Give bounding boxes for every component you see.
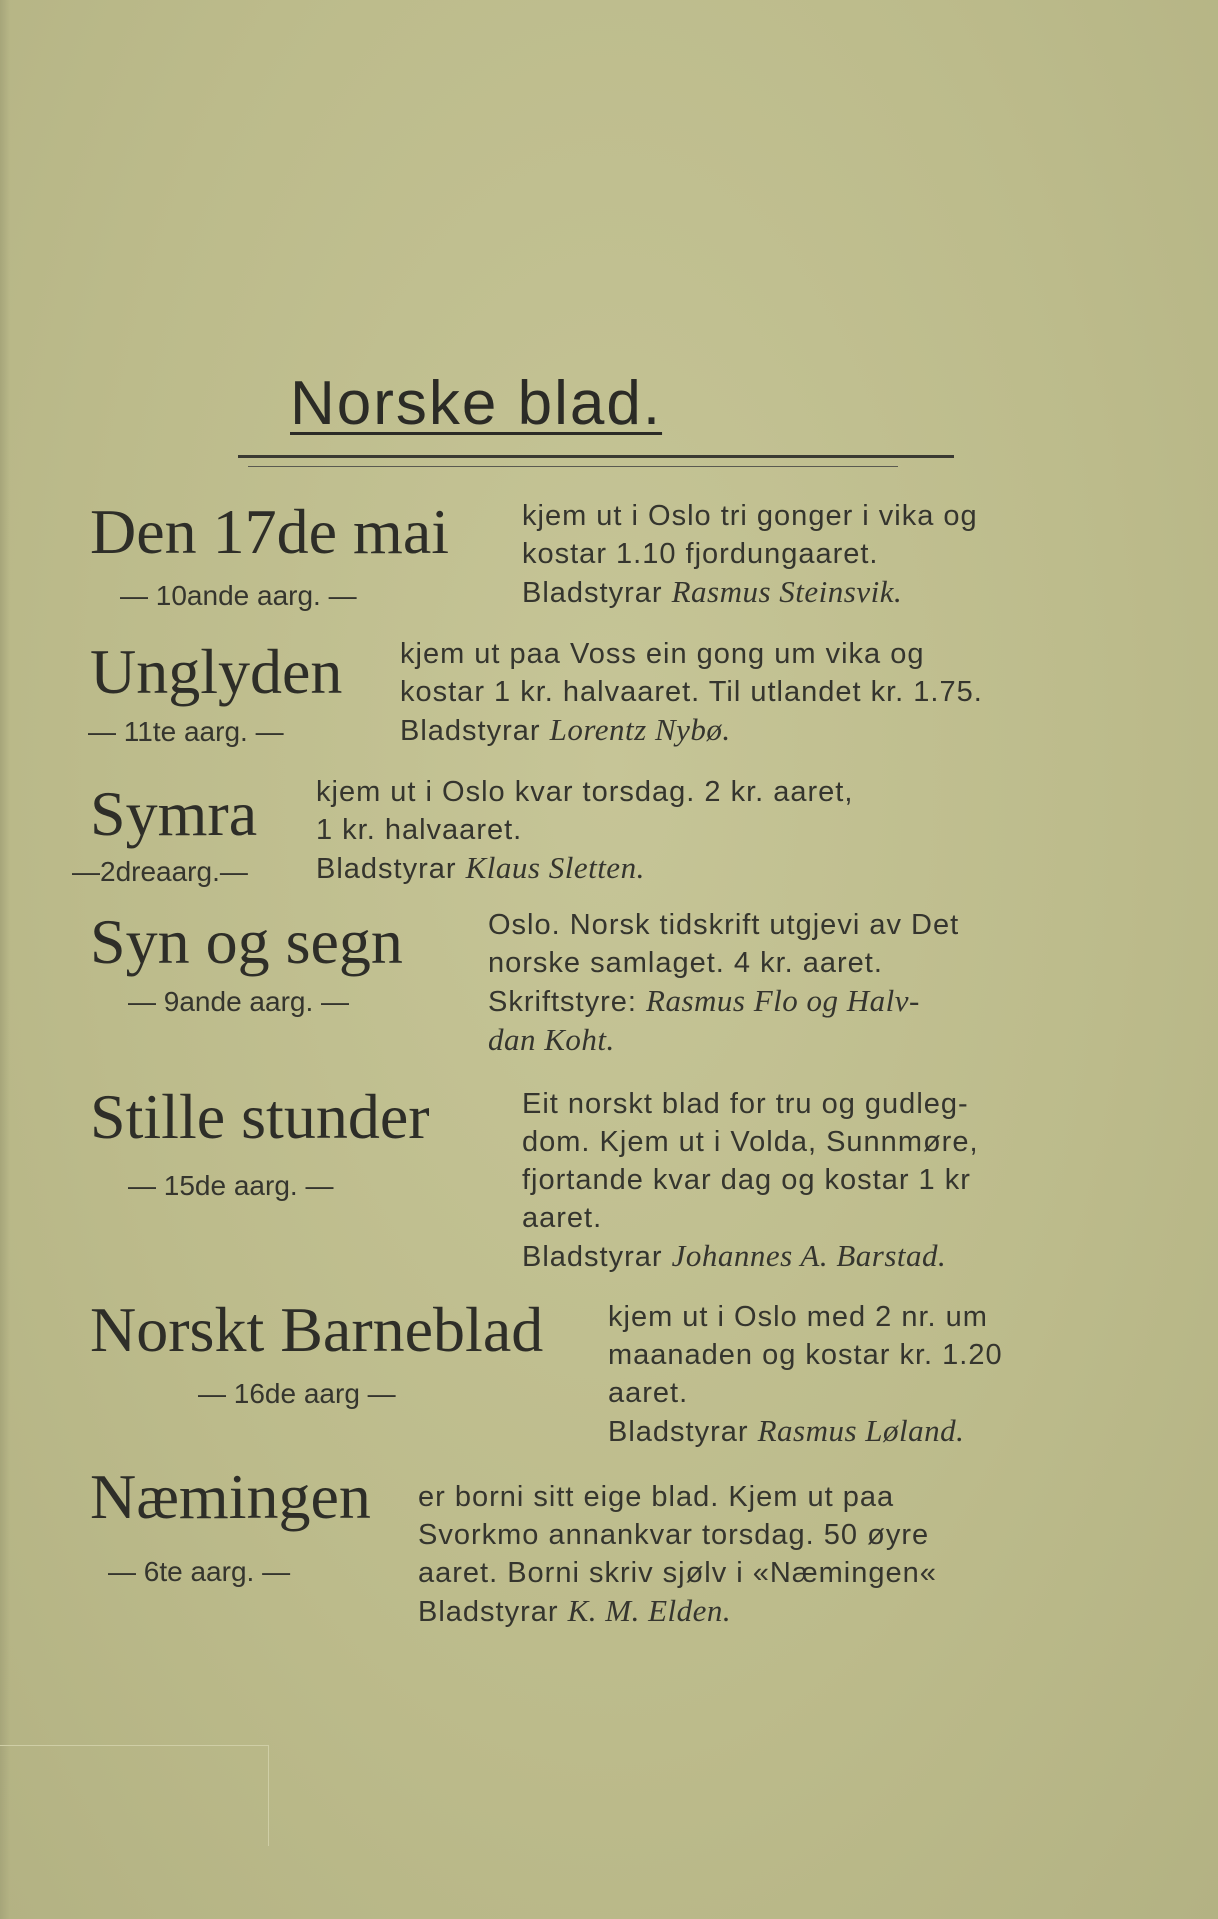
entry-volume: — 9ande aarg. — [128,986,350,1017]
entry-editor-line [522,573,978,612]
entry-line: kostar 1.10 fjordungaaret. [522,538,879,570]
paper-edge [0,0,10,1919]
editor-label: Bladstyrar [316,853,457,885]
editor-name: Rasmus Flo og Halv- [646,983,920,1018]
entry-description [522,497,978,612]
entry-description [316,773,853,888]
entry-description [522,1085,979,1276]
entry-line: aaret. [608,1377,689,1409]
editor-name: Johannes A. Barstad. [671,1238,947,1273]
entry-editor-line [522,1237,979,1276]
editor-label: Bladstyrar [522,1241,663,1273]
entry-volume: — 6te aarg. — [108,1556,291,1587]
editor-label: Bladstyrar [418,1596,559,1628]
editor-name: Lorentz Nybø. [549,712,731,747]
entry-volume: — 10ande aarg. — [120,580,357,611]
entry-line: aaret. [522,1202,603,1234]
entry-name-stille-stunder: Stille stunder [90,1081,430,1152]
entry-description [400,635,983,750]
entry-volume: — 16de aarg — [198,1378,396,1409]
editor-label: Bladstyrar [522,577,663,609]
entry-name-syn-og-segn: Syn og segn [90,906,403,977]
editor-label: Skriftstyre: [488,986,637,1018]
entry-name-den-17de-mai: Den 17de mai [90,496,449,567]
editor-label: Bladstyrar [608,1416,749,1448]
editor-name: Rasmus Steinsvik. [671,574,903,609]
entry-editor-line [418,1592,937,1631]
entry-line: Svorkmo annankvar torsdag. 50 øyre [418,1519,930,1551]
entry-description [488,906,959,1059]
title-rule [238,455,954,458]
entry-line: dom. Kjem ut i Volda, Sunnmøre, [522,1126,979,1158]
entry-editor-line [608,1412,1003,1451]
entry-line: norske samlaget. 4 kr. aaret. [488,947,883,979]
entry-line: aaret. Borni skriv sjølv i «Næmingen« [418,1557,937,1589]
editor-label: Bladstyrar [400,715,541,747]
entry-line: kjem ut i Oslo tri gonger i vika og [522,500,978,532]
editor-name: K. M. Elden. [567,1593,732,1628]
entry-line: er borni sitt eige blad. Kjem ut paa [418,1481,895,1513]
entry-name-naemingen: Næmingen [90,1461,371,1532]
entry-line: kjem ut i Oslo kvar torsdag. 2 kr. aaret, [316,776,854,808]
entry-line: Oslo. Norsk tidskrift utgjevi av Det [488,909,960,941]
entry-line: kostar 1 kr. halvaaret. Til utlandet kr. 1.75. [400,676,983,708]
entry-line: kjem ut i Oslo med 2 nr. um [608,1301,988,1333]
paper-fold-mark [0,1745,269,1846]
title-rule-thin [248,466,898,467]
entry-volume: — 15de aarg. — [128,1170,334,1201]
entry-description [418,1478,937,1631]
editor-name-cont: dan Koht. [488,1022,615,1057]
entry-editor-line [400,711,983,750]
entry-editor-line [316,849,853,888]
entry-line: 1 kr. halvaaret. [316,814,523,846]
editor-name: Klaus Sletten. [465,850,645,885]
entry-line: maanaden og kostar kr. 1.20 [608,1339,1003,1371]
entry-line: fjortande kvar dag og kostar 1 kr [522,1164,971,1196]
entry-name-symra: Symra [90,778,258,849]
entry-volume: — 11te aarg. — [88,716,284,747]
entry-line: kjem ut paa Voss ein gong um vika og [400,638,925,670]
entry-line: Eit norskt blad for tru og gudleg- [522,1088,969,1120]
entry-editor-line [488,982,959,1021]
entry-name-norskt-barneblad: Norskt Barneblad [90,1294,544,1365]
page-title: Norske blad. [290,369,663,438]
entry-name-unglyden: Unglyden [90,636,343,707]
editor-name: Rasmus Løland. [757,1413,965,1448]
entry-description [608,1298,1003,1451]
entry-volume: —2dreaarg.— [72,856,248,887]
